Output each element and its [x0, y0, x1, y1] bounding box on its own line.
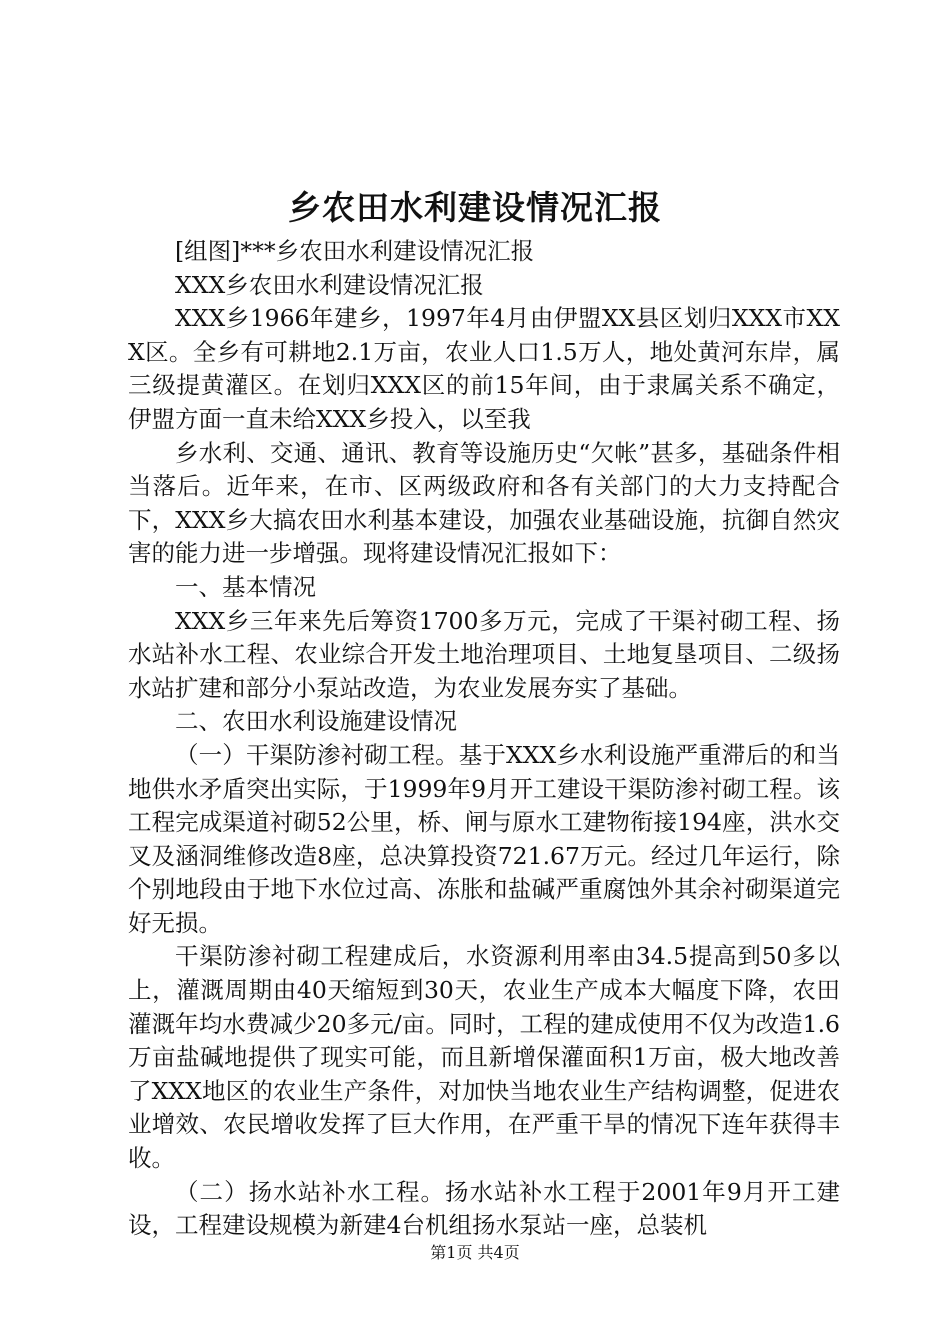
paragraph-intro-continued: 乡水利、交通、通讯、教育等设施历史“欠帐”甚多，基础条件相当落后。近年来，在市、区两级政府和各有关部门的大力支持配合下，XXX乡大搞农田水利基本建设，加强农业基础设施，抗御自然灾害的能力进一步增强。现将建设情况汇报如下：	[128, 438, 840, 568]
paragraph-subtitle: XXX乡农田水利建设情况汇报	[175, 270, 484, 299]
paragraph-intro: XXX乡1966年建乡，1997年4月由伊盟XX县区划归XXX市XXX区。全乡有可耕地2.1万亩，农业人口1.5万人，地处黄河东岸，属三级提黄灌区。在划归XXX区的前15年间，由于隶属关系不确定，伊盟方面一直未给XXX乡投入，以至我	[128, 304, 840, 433]
paragraph-figure-caption: [组图]***乡农田水利建设情况汇报	[175, 237, 535, 265]
paragraph-canal-project: （一）干渠防渗衬砌工程。基于XXX乡水利设施严重滞后的和当地供水矛盾突出实际，于1999年9月开工建设干渠防渗衬砌工程。该工程完成渠道衬砌52公里，桥、闸与原水工建物衔接194座，洪水交叉及涵洞维修改造8座，总决算投资721.67万元。经过几年运行，除个别地段由于地下水位过高、冻胀和盐碱严重腐蚀外其余衬砌渠道完好无损。	[128, 740, 840, 937]
paragraph-pump-station: （二）扬水站补水工程。扬水站补水工程于2001年9月开工建设，工程建设规模为新建4台机组扬水泵站一座，总装机	[128, 1177, 840, 1240]
paragraph-canal-results: 干渠防渗衬砌工程建成后，水资源利用率由34.5提高到50多以上，灌溉周期由40天缩短到30天，农业生产成本大幅度下降，农田灌溉年均水费减少20多元/亩。同时，工程的建成使用不仅为改造1.6万亩盐碱地提供了现实可能，而且新增保灌面积1万亩，极大地改善了XXX地区的农业生产条件，对加快当地农业生产结构调整，促进农业增效、农民增收发挥了巨大作用，在严重干旱的情况下连年获得丰收。	[128, 942, 840, 1173]
page-footer: 第1页 共4页	[430, 1243, 520, 1262]
document-body	[128, 235, 840, 1243]
document-title: 乡农田水利建设情况汇报	[288, 188, 662, 227]
paragraph-basic-situation: XXX乡三年来先后筹资1700多万元，完成了干渠衬砌工程、扬水站补水工程、农业综合开发土地治理项目、土地复垦项目、二级扬水站扩建和部分小泵站改造，为农业发展夯实了基础。	[128, 606, 840, 702]
section-heading-basic: 一、基本情况	[175, 572, 316, 601]
section-heading-facilities: 二、农田水利设施建设情况	[175, 707, 457, 736]
